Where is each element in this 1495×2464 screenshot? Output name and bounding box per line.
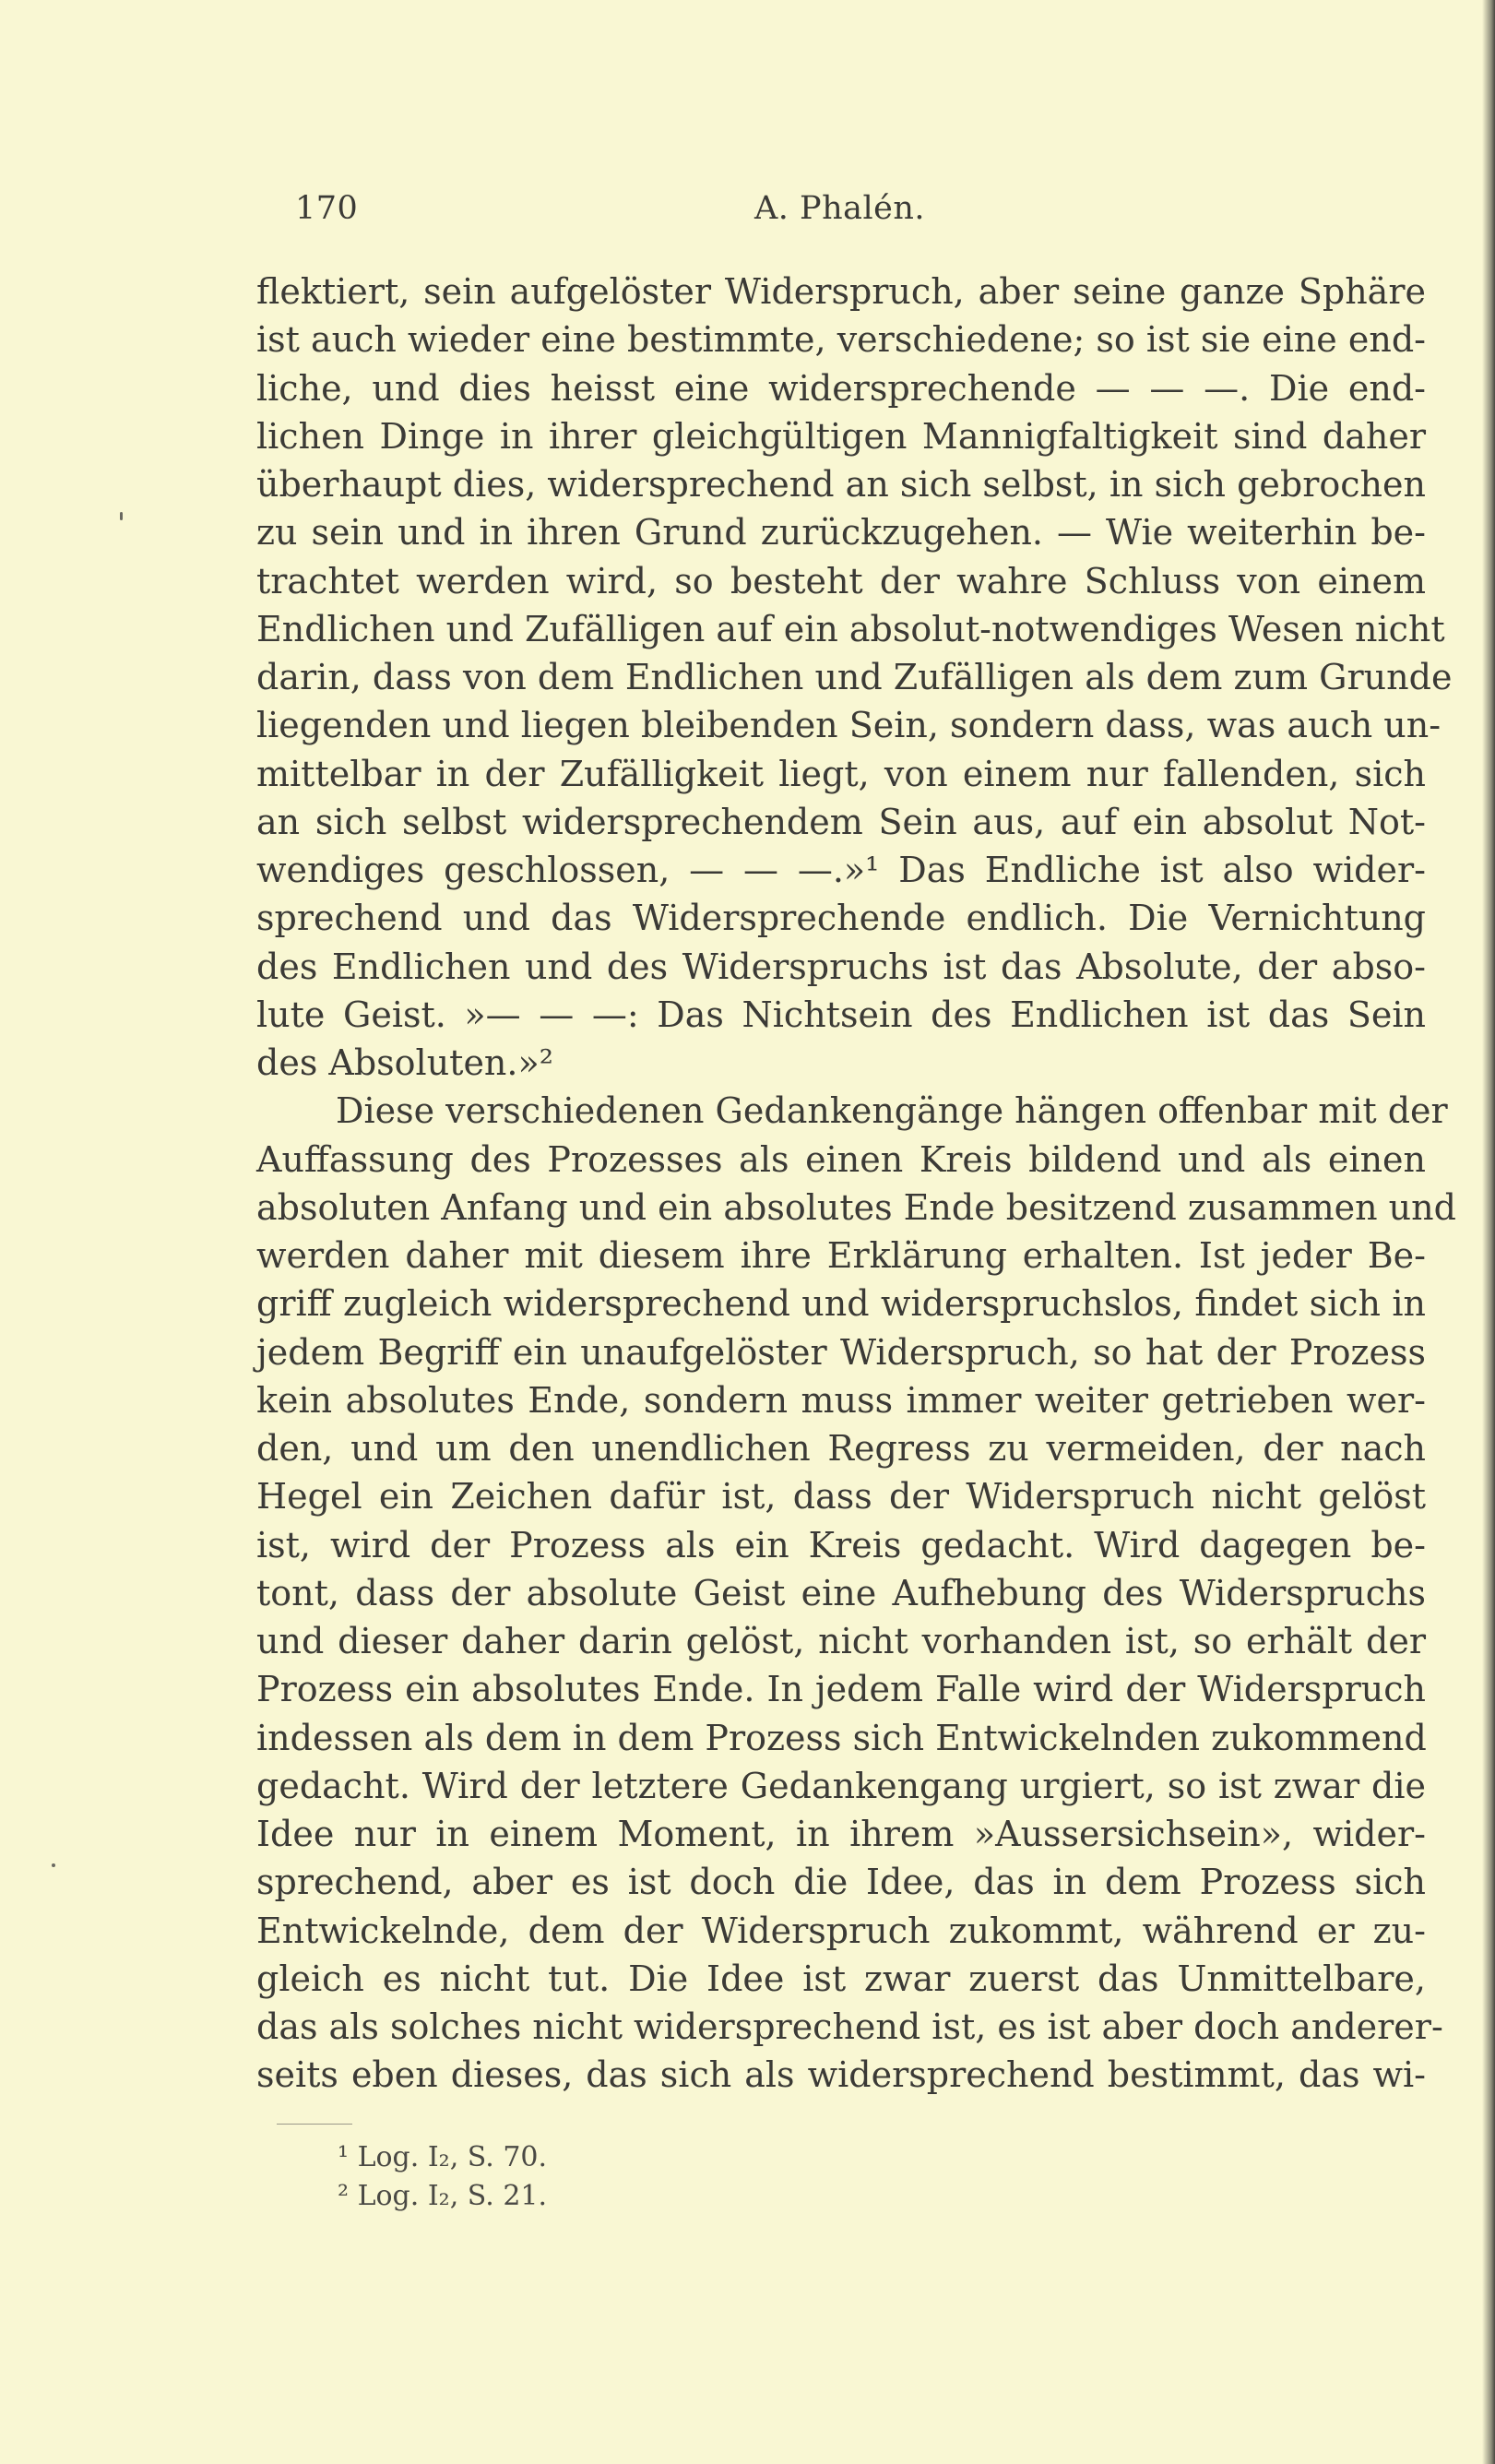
text-line: Idee nur in einem Moment, in ihrem »Aussersichsein», wider-: [256, 1814, 1426, 1854]
text-line: Endlichen und Zufälligen auf ein absolut-notwendiges Wesen nicht: [256, 608, 1445, 649]
text-line: ist, wird der Prozess als ein Kreis gedacht. Wird dagegen be-: [256, 1524, 1426, 1565]
text-line: indessen als dem in dem Prozess sich Entwickelnden zukommend: [256, 1717, 1427, 1758]
text-line: Prozess ein absolutes Ende. In jedem Falle wird der Widerspruch: [256, 1669, 1426, 1710]
margin-speck: [120, 512, 123, 520]
text-line: lute Geist. »— — —: Das Nichtsein des Endlichen ist das Sein: [256, 994, 1426, 1035]
text-line: seits eben dieses, das sich als widersprechend bestimmt, das wi-: [256, 2054, 1426, 2096]
text-line: Entwickelnde, dem der Widerspruch zukommt, während er zu-: [256, 1910, 1426, 1951]
text-line: werden daher mit diesem ihre Erklärung erhalten. Ist jeder Be-: [256, 1235, 1426, 1276]
text-line: sprechend und das Widersprechende endlich. Die Vernichtung: [256, 898, 1426, 939]
footnote: ¹ Log. I₂, S. 70.: [338, 2141, 548, 2173]
text-line: des Endlichen und des Widerspruchs ist das Absolute, der abso-: [256, 946, 1426, 987]
text-line: mittelbar in der Zufälligkeit liegt, von einem nur fallenden, sich: [256, 753, 1426, 794]
paragraph-start-line: Diese verschiedenen Gedankengänge hängen offenbar mit der: [336, 1090, 1448, 1132]
text-line: flektiert, sein aufgelöster Widerspruch, aber seine ganze Sphäre: [256, 271, 1426, 312]
text-line: und dieser daher darin gelöst, nicht vorhanden ist, so erhält der: [256, 1621, 1426, 1661]
text-line: liche, und dies heisst eine widersprechende — — —. Die end-: [256, 367, 1426, 409]
text-line: darin, dass von dem Endlichen und Zufälligen als dem zum Grunde: [256, 657, 1453, 697]
text-line: liegenden und liegen bleibenden Sein, sondern dass, was auch un-: [256, 705, 1442, 746]
text-line: den, und um den unendlichen Regress zu vermeiden, der nach: [256, 1428, 1426, 1469]
text-line: jedem Begriff ein unaufgelöster Widerspruch, so hat der Prozess: [256, 1331, 1426, 1373]
page-number: 170: [295, 190, 359, 227]
text-line: sprechend, aber es ist doch die Idee, das in dem Prozess sich: [256, 1862, 1426, 1903]
text-line: Auffassung des Prozesses als einen Kreis bildend und als einen: [256, 1138, 1426, 1180]
running-head: A. Phalén.: [754, 190, 926, 227]
text-line: das als solches nicht widersprechend ist, es ist aber doch anderer-: [256, 2006, 1443, 2047]
text-line: griff zugleich widersprechend und widerspruchslos, findet sich in: [256, 1283, 1426, 1325]
text-line: kein absolutes Ende, sondern muss immer weiter getrieben wer-: [256, 1379, 1426, 1421]
text-line: trachtet werden wird, so besteht der wahre Schluss von einem: [256, 560, 1426, 601]
page-edge-shadow: [1482, 0, 1495, 2464]
text-line: tont, dass der absolute Geist eine Aufhebung des Widerspruchs: [256, 1572, 1426, 1613]
text-line: Hegel ein Zeichen dafür ist, dass der Widerspruch nicht gelöst: [256, 1476, 1426, 1518]
text-line: überhaupt dies, widersprechend an sich selbst, in sich gebrochen: [256, 464, 1426, 505]
body-text: [256, 268, 1456, 2100]
text-line: absoluten Anfang und ein absolutes Ende besitzend zusammen und: [256, 1186, 1456, 1228]
margin-speck: [52, 1863, 55, 1867]
footnotes: [338, 2138, 547, 2216]
text-line: gedacht. Wird der letztere Gedankengang urgiert, so ist zwar die: [256, 1765, 1426, 1806]
text-line: an sich selbst widersprechendem Sein aus, auf ein absolut Not-: [256, 801, 1426, 842]
page-header: [295, 190, 1328, 236]
text-line: lichen Dinge in ihrer gleichgültigen Mannigfaltigkeit sind daher: [256, 415, 1426, 457]
text-line: ist auch wieder eine bestimmte, verschiedene; so ist sie eine end-: [256, 319, 1426, 361]
text-line: wendiges geschlossen, — — —.»¹ Das Endliche ist also wider-: [256, 850, 1426, 890]
text-line: zu sein und in ihren Grund zurückzugehen. — Wie weiterhin be-: [256, 512, 1426, 554]
footnote-divider: [277, 2124, 352, 2125]
footnote: ² Log. I₂, S. 21.: [338, 2180, 548, 2212]
text-line: gleich es nicht tut. Die Idee ist zwar zuerst das Unmittelbare,: [256, 1958, 1426, 1999]
text-line: des Absoluten.»²: [256, 1042, 553, 1083]
